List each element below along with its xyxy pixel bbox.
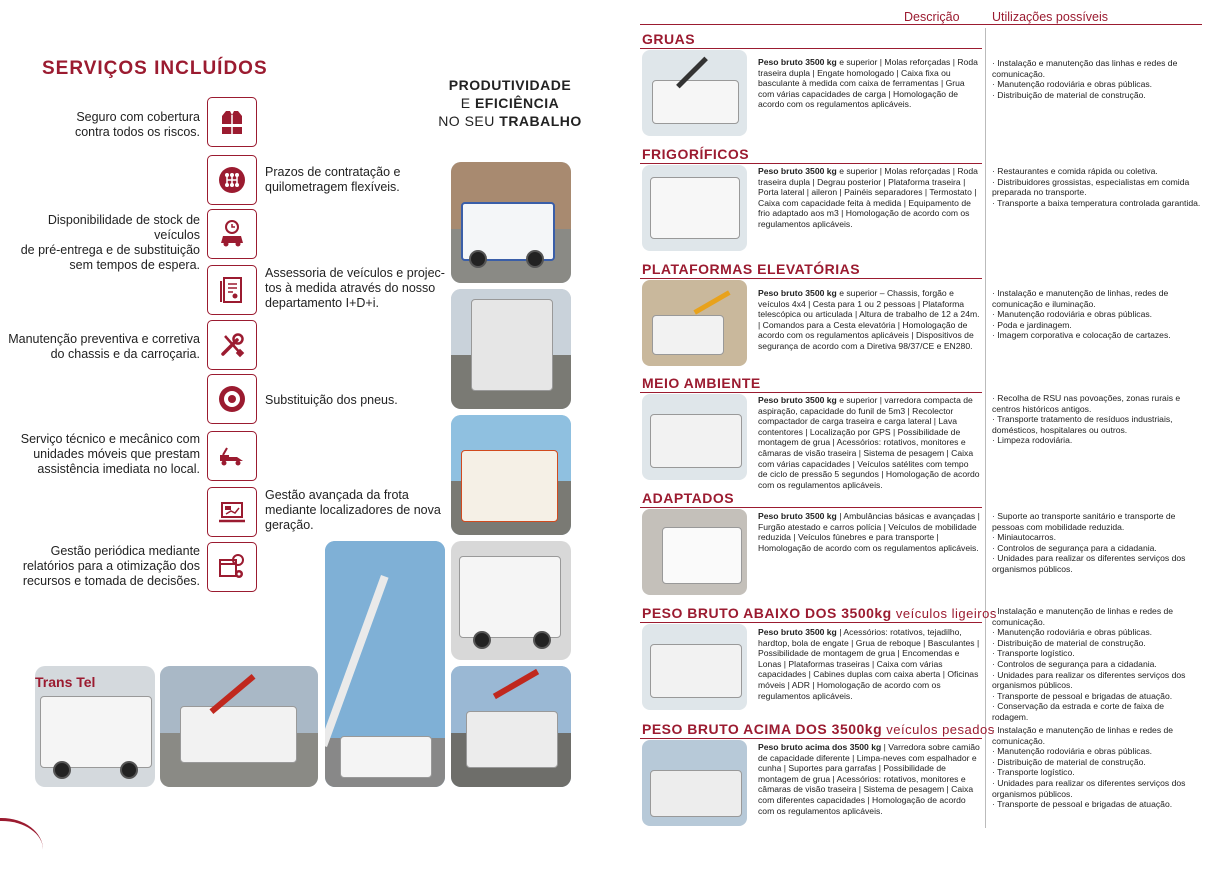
productivity-headline: PRODUTIVIDADE E EFICIÊNCIA NO SEU TRABALHO [438,77,582,129]
vehicle-photo-crane [642,50,747,136]
category-uses-frigorificos: · Restaurantes e comida rápida ou coletiva. · Distribuidores grossistas, especialistas em comida preparada no transporte. · Transporte a baixa temperatura controlada garantida. [992,166,1201,208]
category-title-gruas: GRUAS [642,31,696,47]
category-rule [640,622,982,623]
wrench-screwdriver-icon [207,320,257,370]
category-uses-light-vehicles: · Instalação e manutenção de linhas e redes de comunicação. · Manutenção rodoviária e obras públicas. · Distribuição de material de construção. · Transporte logístico. · Controlos de segurança para a cidadania. · Unidades para realizar os diferentes serviços dos organismos públicos. · Transporte de pessoal e brigadas de atuação. · Conservação da estrada e corte de faixa de rodagem. [992,606,1186,722]
aerial-platform-photo [325,541,445,787]
service-mobile-technical: Serviço técnico e mecânico com unidades móveis que prestam assistência imediata no local. [20,432,200,476]
vehicle-photo-adapted-van [642,509,747,595]
category-description-light-vehicles: Peso bruto 3500 kg | Acessórios: rotativos, tejadilho, hardtop, bola de engate | Grua de reboque | Basculantes | Possibilidade de montagem de grua | Encomendas e Lonas | Plataformas traseiras | Caixa com várias capacidades | Cabines duplas com caixa aberta | Oficinas móveis | ADR | Homologação de acordo com os regulamentos aplicáveis. [758,627,980,701]
vehicle-photo-refrigerated [642,165,747,251]
category-description-gruas: Peso bruto 3500 kg e superior | Molas reforçadas | Roda traseira dupla | Engate homologado | Caixa fixa ou basculante à medida com caixa de ferramentas | Grua com várias capacidades de carga | Homologação de acordo com os regulamentos aplicáveis. [758,57,978,110]
blueprint-icon [207,265,257,315]
service-tires: Substituição dos pneus. [265,393,398,407]
category-description-frigorificos: Peso bruto 3500 kg e superior | Molas reforçadas | Roda traseira dupla | Degrau posterior | Plataforma traseira | Porta lateral | aileron | Painéis separadores | Termostato | Caixa com capacidade feita à medida | Equipamento de frio adaptado aos m3 | Homologação de acordo com os regulamentos aplicáveis. [758,166,978,229]
vehicle-photo-heavy-truck [642,740,747,826]
service-reporting: Gestão periódica mediante relatórios para a otimização dos recursos e tomada de decisões. [22,544,200,588]
category-title-light-vehicles: PESO BRUTO ABAIXO DOS 3500kg veículos ligeiros [642,605,997,621]
column-header-description: Descrição [904,10,960,24]
column-header-uses: Utilizações possíveis [992,10,1109,24]
vehicle-photo-aerial-platform [642,280,747,366]
street-sweeper-photo [451,289,571,409]
category-description-heavy-vehicles: Peso bruto acima dos 3500 kg | Varredora sobre camião de capacidade diferente | Limpa-neves com espalhador e cunha | Suportes para garrafas | Possibilidade de montagem de grua | Acessórios: rotativos, monitores e câmaras de visão traseira | Sistema de pesagem | Caixa com diferentes capacidades | Homologação de acordo com os regulamentos aplicáveis. [758,742,980,816]
category-description-meio-ambiente: Peso bruto 3500 kg e superior | varredora compacta de aspiração, capacidade do funil de 5m3 | Recolector compactador de carga traseira e carga lateral | Lava contentores | Localização por GPS | Possibilidade de montagem de grua | Acessórios: rotativos, monitores e câmaras de visão traseira | Sistema de pesagem | Caixa com várias capacidades | Veículos satélites com tempo de ciclo de pressão 5 segundos | Homologação de acordo com os regulamentos aplicáveis. [758,395,980,490]
category-uses-gruas: · Instalação e manutenção das linhas e redes de comunicação. · Manutenção rodoviária e obras públicas. · Distribuição de material de construção. [992,58,1178,100]
category-uses-plataformas: · Instalação e manutenção de linhas, redes de comunicação e iluminação. · Manutenção rodoviária e obras públicas. · Poda e jardinagem. · Imagem corporativa e colocação de cartazes. [992,288,1171,341]
service-vehicle-advisory: Assessoria de veículos e projec- tos à medida através do nosso departamento I+D+i. [265,266,445,310]
category-uses-heavy-vehicles: · Instalação e manutenção de linhas e redes de comunicação. · Manutenção rodoviária e obras públicas. · Distribuição de material de construção. · Transporte logístico. · Unidades para realizar os diferentes serviços dos organismos públicos. · Transporte de pessoal e brigadas de atuação. [992,725,1186,810]
laptop-map-icon [207,487,257,537]
service-maintenance: Manutenção preventiva e corretiva do chassis e da carroçaria. [8,332,200,361]
category-description-plataformas: Peso bruto 3500 kg e superior – Chassis, forgão e veículos 4x4 | Cesta para 1 ou 2 pessoas | Plataforma telescópica ou articulada | Altura de trabalho de 12 a 24m. | Comandos para a Cesta elevatória | Homologação de acordo com os regulamentos aplicáveis | Dispositivos de segurança de acordo com a Diretiva 98/37/CE e EN280. [758,288,980,351]
page-curve-decoration [0,818,43,881]
services-title: SERVIÇOS INCLUÍDOS [42,58,268,79]
service-stock-availability: Disponibilidade de stock de veículos de pré-entrega e de substituição sem tempos de espera. [20,213,200,272]
road-maintenance-truck-photo [451,415,571,535]
tipper-crane-truck-photo [160,666,318,787]
vehicle-photo-light-truck [642,624,747,710]
category-title-plataformas: PLATAFORMAS ELEVATÓRIAS [642,261,861,277]
refrigerated-van-photo [451,541,571,660]
tire-icon [207,374,257,424]
service-insurance: Seguro com cobertura contra todos os riscos. [74,110,200,139]
category-uses-meio-ambiente: · Recolha de RSU nas povoações, zonas rurais e centros históricos antigos. · Transporte tratamento de resíduos industriais, domésticos, hospitalares ou outros. · Limpeza rodoviária. [992,393,1181,446]
tow-truck-icon [207,431,257,481]
car-clock-icon [207,209,257,259]
column-divider [985,28,986,828]
double-cab-truck-photo: Trans Tel [35,666,155,787]
safety-vest-icon [207,97,257,147]
category-uses-adaptados: · Suporte ao transporte sanitário e transporte de pessoas com mobilidade reduzida. · Miniautocarros. · Controlos de segurança para a cidadania. · Unidades para realizar os diferentes serviços dos organismos públicos. [992,511,1186,574]
category-rule [640,507,982,508]
service-flexible-terms: Prazos de contratação e quilometragem flexíveis. [265,165,401,194]
category-title-heavy-vehicles: PESO BRUTO ACIMA DOS 3500kg veículos pesados [642,721,995,737]
category-rule [640,163,982,164]
category-description-adaptados: Peso bruto 3500 kg | Ambulâncias básicas e avançadas | Furgão atestado e carros polícia | Veículos de mobilidade reduzida | Veículos fúnebres e para transporte | Homologação de acordo com os regulamentos aplicáveis. [758,511,980,553]
category-title-frigorificos: FRIGORÍFICOS [642,146,750,162]
gearshift-icon [207,155,257,205]
category-rule [640,738,982,739]
category-title-adaptados: ADAPTADOS [642,490,735,506]
calendar-gear-icon [207,542,257,592]
header-rule [640,24,1202,25]
police-suv-photo [451,162,571,283]
category-rule [640,48,982,49]
crane-truck-photo [451,666,571,787]
category-title-meio-ambiente: MEIO AMBIENTE [642,375,761,391]
vehicle-photo-environment [642,394,747,480]
category-rule [640,392,982,393]
category-rule [640,278,982,279]
service-fleet-management: Gestão avançada da frota mediante localizadores de nova geração. [265,488,441,532]
